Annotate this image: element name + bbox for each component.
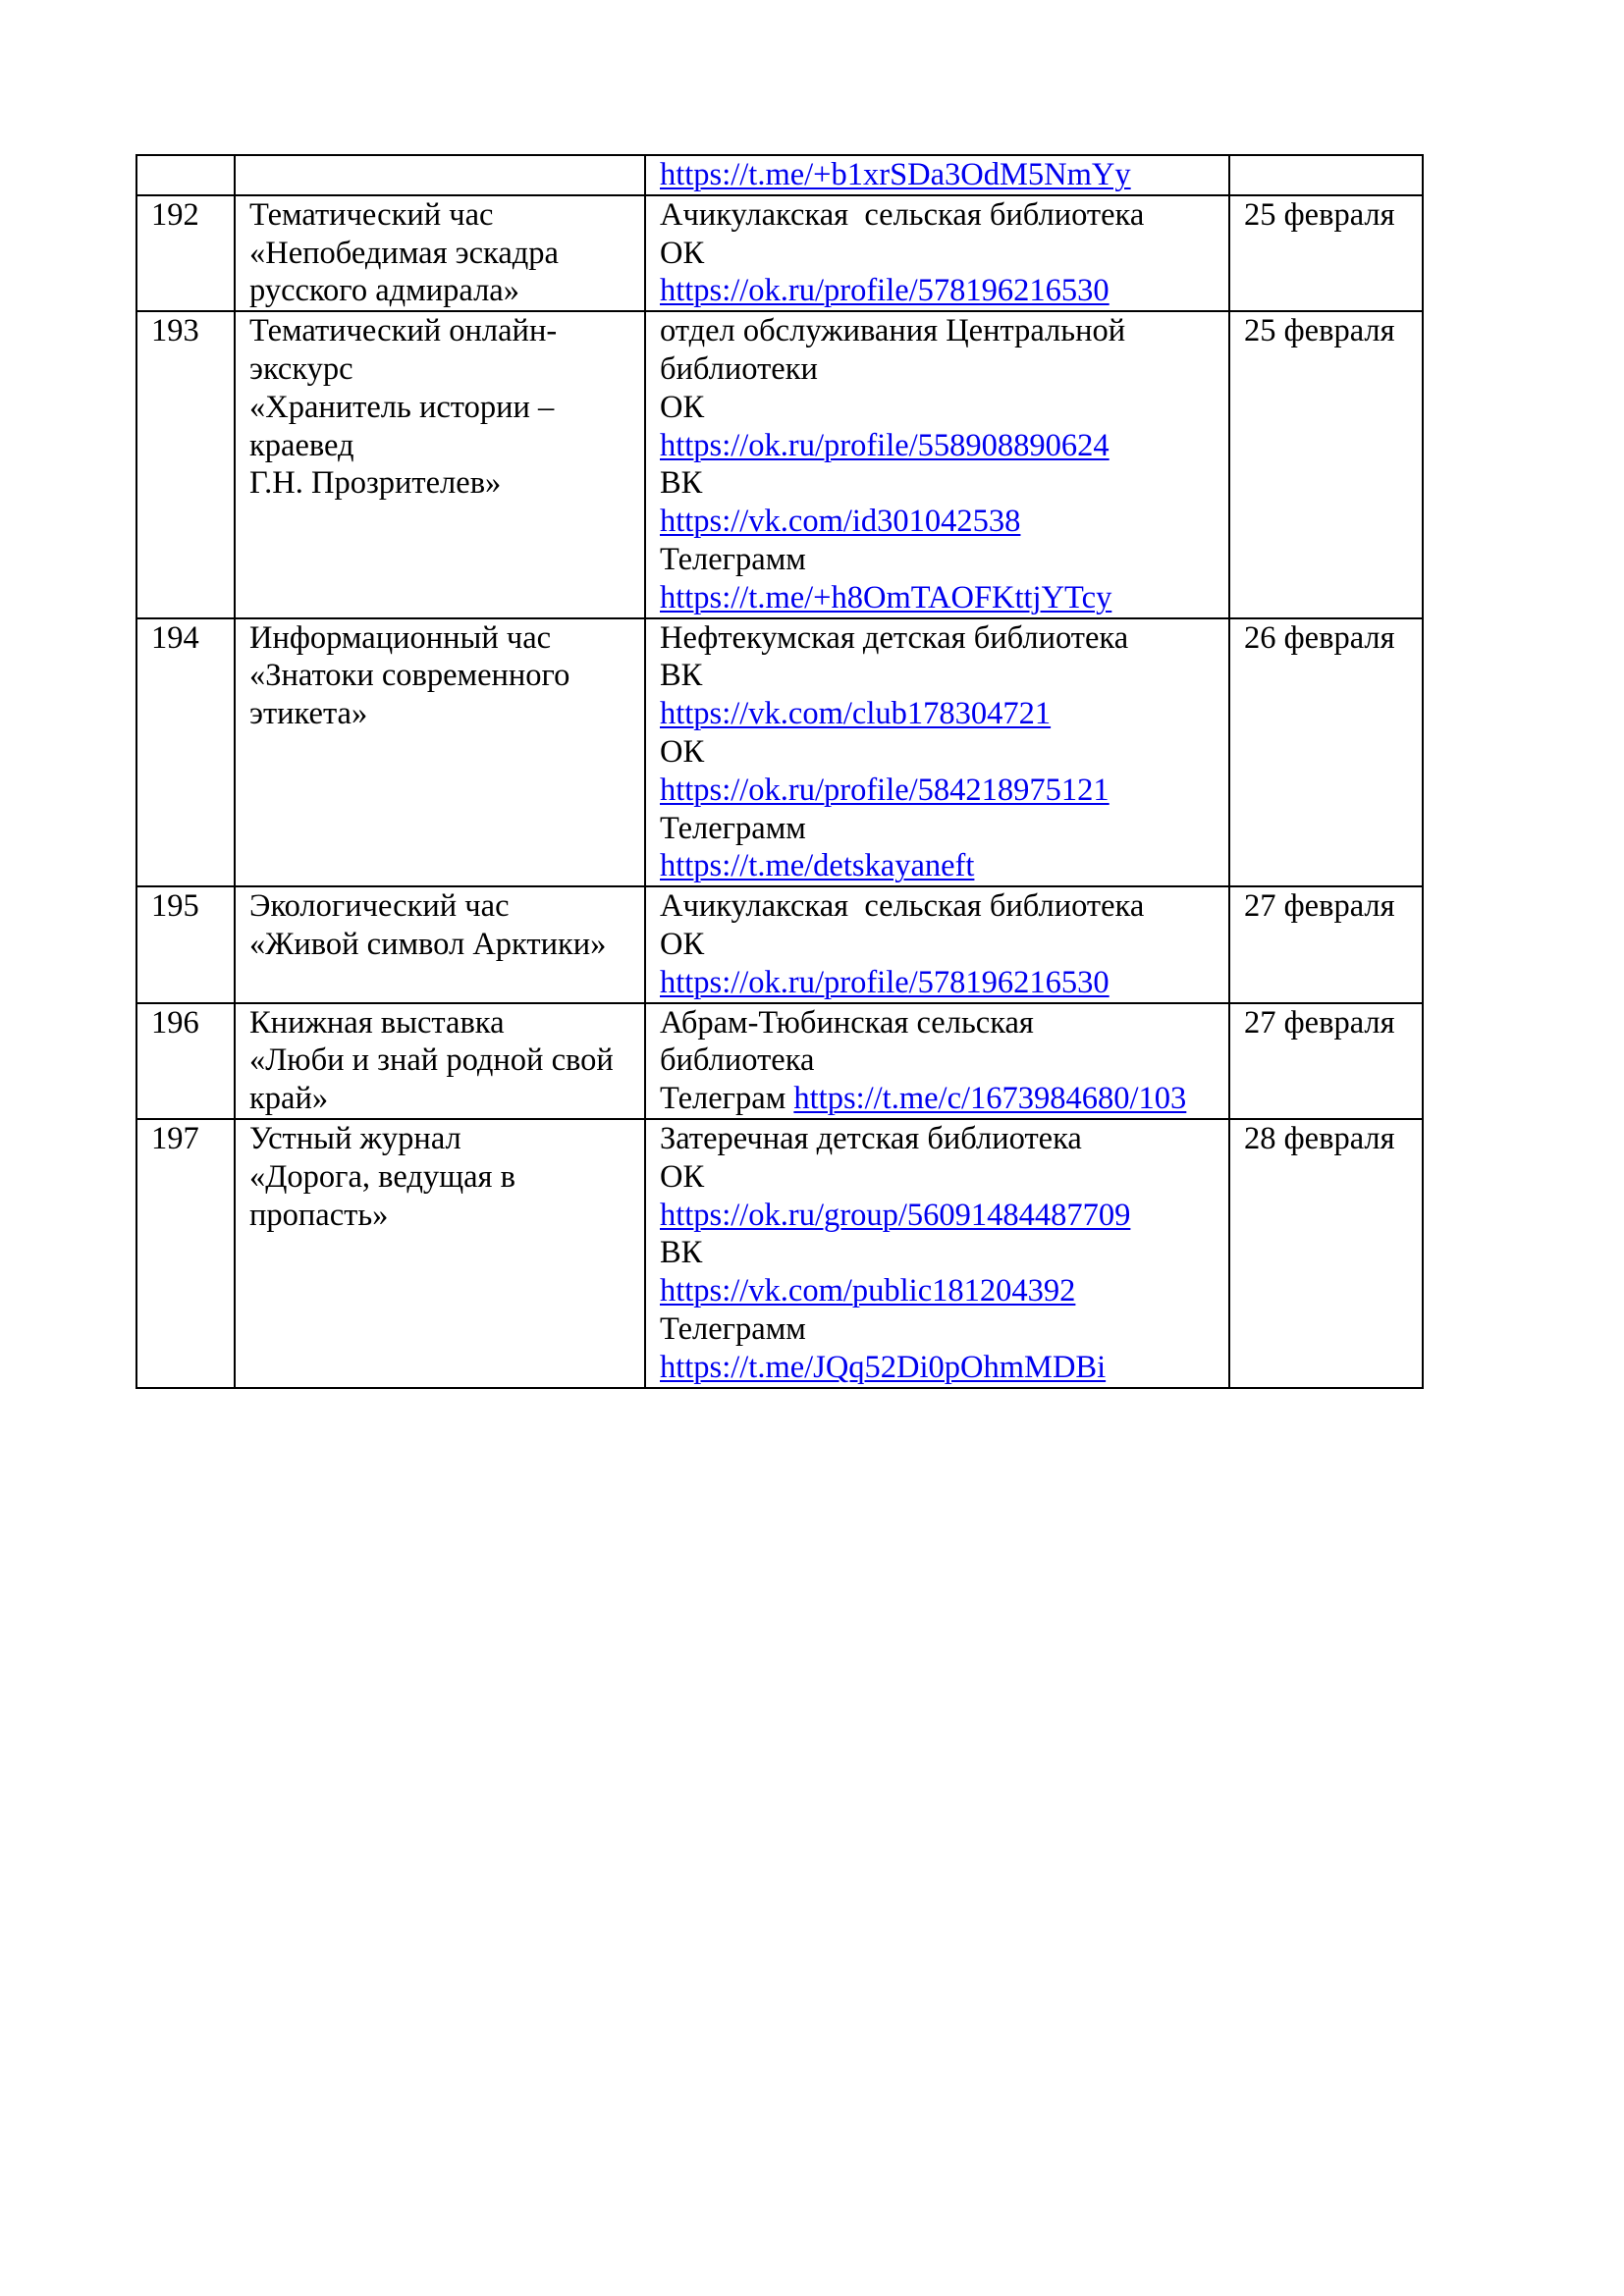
- place-text-line: ОК: [660, 389, 705, 425]
- event-title-line: Г.Н. Прозрителев»: [249, 465, 502, 502]
- social-link[interactable]: https://vk.com/id301042538: [660, 504, 1021, 540]
- table-row: [136, 886, 1423, 1002]
- table-row-continuation: [136, 155, 1423, 195]
- place-link-line: [660, 156, 1228, 194]
- event-title-line: Книжная выставка: [249, 1004, 505, 1041]
- place-text-line: Ачикулакская сельская библиотека: [660, 196, 1145, 233]
- event-title-line: этикета»: [249, 696, 368, 732]
- event-date: 27 февраля: [1244, 1004, 1395, 1041]
- event-date-cell: [1229, 155, 1423, 195]
- event-place-cell: [645, 195, 1229, 311]
- event-title-cell: [235, 195, 645, 311]
- place-text-line: Нефтекумская детская библиотека: [660, 619, 1129, 656]
- event-title-cell: [235, 311, 645, 617]
- place-text-line: Телеграмм: [660, 541, 806, 577]
- place-text-line: Затеречная детская библиотека: [660, 1120, 1082, 1156]
- event-title-line: Экологический час: [249, 888, 510, 925]
- table-row: [136, 1003, 1423, 1119]
- social-link[interactable]: https://ok.ru/group/56091484487709: [660, 1197, 1131, 1233]
- social-link[interactable]: https://vk.com/public181204392: [660, 1273, 1076, 1309]
- event-date: 25 февраля: [1244, 196, 1395, 233]
- event-date: 26 февраля: [1244, 619, 1395, 656]
- event-title-cell: [235, 155, 645, 195]
- social-link[interactable]: https://t.me/+h8OmTAOFKttjYTcy: [660, 579, 1112, 615]
- event-place-cell: [645, 886, 1229, 1002]
- event-title-line: русского адмирала»: [249, 273, 519, 309]
- table-row: [136, 1119, 1423, 1388]
- event-place-cell: [645, 311, 1229, 617]
- event-title-cell: [235, 1119, 645, 1388]
- place-link-line: [660, 579, 1228, 617]
- row-number: 192: [151, 196, 199, 233]
- event-date: 27 февраля: [1244, 888, 1395, 925]
- event-title-line: «Непобедимая эскадра: [249, 235, 559, 271]
- event-date-cell: [1229, 311, 1423, 617]
- place-link-line: [660, 964, 1228, 1002]
- place-text-line: Ачикулакская сельская библиотека: [660, 888, 1145, 925]
- event-title-cell: [235, 1003, 645, 1119]
- event-title-line: «Живой символ Арктики»: [249, 926, 607, 962]
- place-text-line: ВК: [660, 658, 703, 694]
- table-row: [136, 195, 1423, 311]
- row-number-cell: [136, 618, 235, 887]
- event-date: 25 февраля: [1244, 313, 1395, 349]
- place-link-line: [660, 427, 1228, 465]
- social-link[interactable]: https://ok.ru/profile/584218975121: [660, 772, 1110, 808]
- event-title-line: пропасть»: [249, 1197, 389, 1233]
- event-title-cell: [235, 618, 645, 887]
- row-number: 193: [151, 313, 199, 349]
- social-link[interactable]: https://ok.ru/profile/578196216530: [660, 273, 1110, 309]
- place-text-line: Абрам-Тюбинская сельская: [660, 1004, 1034, 1041]
- social-link[interactable]: https://t.me/c/1673984680/103: [793, 1081, 1187, 1117]
- event-title-line: «Хранитель истории –: [249, 389, 555, 425]
- platform-label: Телеграм: [660, 1081, 794, 1117]
- event-title-cell: [235, 886, 645, 1002]
- event-date-cell: [1229, 1003, 1423, 1119]
- row-number: 195: [151, 888, 199, 925]
- place-text-line: ВК: [660, 465, 703, 502]
- place-mixed-line: [660, 1080, 1228, 1118]
- place-link-line: [660, 695, 1228, 733]
- row-number-cell: [136, 886, 235, 1002]
- row-number-cell: [136, 1119, 235, 1388]
- event-date: 28 февраля: [1244, 1120, 1395, 1156]
- event-title-line: Тематический онлайн-: [249, 313, 558, 349]
- event-place-cell: [645, 1119, 1229, 1388]
- place-link-line: [660, 772, 1228, 810]
- event-title-line: Тематический час: [249, 196, 494, 233]
- place-text-line: ОК: [660, 926, 705, 962]
- events-table-body: [136, 155, 1423, 1388]
- row-number: 196: [151, 1004, 199, 1041]
- event-place-cell: [645, 618, 1229, 887]
- place-text-line: библиотеки: [660, 350, 818, 387]
- row-number-cell: [136, 195, 235, 311]
- row-number-cell: [136, 1003, 235, 1119]
- social-link[interactable]: https://t.me/+b1xrSDa3OdM5NmYy: [660, 157, 1131, 192]
- place-link-line: [660, 1349, 1228, 1387]
- social-link[interactable]: https://t.me/detskayaneft: [660, 848, 975, 884]
- place-link-line: [660, 503, 1228, 541]
- event-place-cell: [645, 155, 1229, 195]
- place-text-line: ОК: [660, 1158, 705, 1195]
- events-table: [135, 154, 1424, 1389]
- social-link[interactable]: https://t.me/JQq52Di0pOhmMDBi: [660, 1349, 1107, 1385]
- event-title-line: краевед: [249, 427, 354, 463]
- social-link[interactable]: https://vk.com/club178304721: [660, 696, 1052, 732]
- place-text-line: ОК: [660, 235, 705, 271]
- place-link-line: [660, 1272, 1228, 1310]
- event-title-line: край»: [249, 1081, 329, 1117]
- place-link-line: [660, 272, 1228, 310]
- event-title-line: Информационный час: [249, 619, 552, 656]
- event-title-line: «Люби и знай родной свой: [249, 1042, 614, 1079]
- event-date-cell: [1229, 1119, 1423, 1388]
- place-text-line: Телеграмм: [660, 810, 806, 846]
- table-row: [136, 311, 1423, 617]
- event-place-cell: [645, 1003, 1229, 1119]
- row-number: 194: [151, 619, 199, 656]
- event-date-cell: [1229, 195, 1423, 311]
- event-date-cell: [1229, 886, 1423, 1002]
- event-date-cell: [1229, 618, 1423, 887]
- row-number-cell: [136, 311, 235, 617]
- social-link[interactable]: https://ok.ru/profile/558908890624: [660, 427, 1110, 463]
- place-link-line: [660, 1197, 1228, 1235]
- event-title-line: «Дорога, ведущая в: [249, 1158, 515, 1195]
- row-number-cell: [136, 155, 235, 195]
- event-title-line: «Знатоки современного: [249, 658, 570, 694]
- table-row: [136, 618, 1423, 887]
- row-number: 197: [151, 1120, 199, 1156]
- place-link-line: [660, 847, 1228, 885]
- place-text-line: Телеграмм: [660, 1310, 806, 1347]
- place-text-line: отдел обслуживания Центральной: [660, 313, 1126, 349]
- place-text-line: ВК: [660, 1235, 703, 1271]
- place-text-line: библиотека: [660, 1042, 815, 1079]
- event-title-line: экскурс: [249, 350, 353, 387]
- social-link[interactable]: https://ok.ru/profile/578196216530: [660, 964, 1110, 1000]
- place-text-line: ОК: [660, 733, 705, 770]
- event-title-line: Устный журнал: [249, 1120, 461, 1156]
